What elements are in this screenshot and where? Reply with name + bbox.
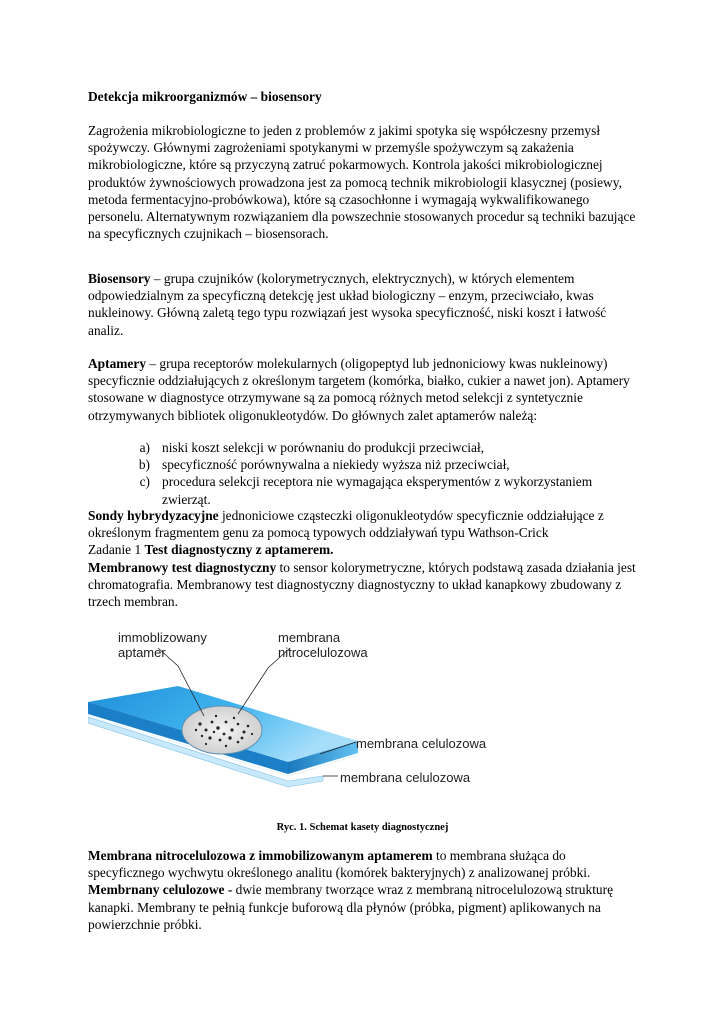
cellulose-paragraph: [88, 881, 643, 933]
aptamers-paragraph: [88, 355, 643, 424]
label-aptamer-line1: immoblizowany: [118, 630, 207, 645]
list-item-text: niski koszt selekcji w porównaniu do produkcji przeciwciał,: [162, 440, 485, 455]
list-item-text: procedura selekcji receptora nie wymagająca eksperymentów z wykorzystaniem zwierząt.: [162, 474, 593, 507]
membrane-test-definition: to sensor kolorymetryczne, których podstawą zasada działania jest chromatografia. Membranowy test diagnostyczny diagnostyczny to układ kanapkowy zbudowany z trzech membran.: [88, 559, 636, 610]
label-nitrocellulose-line2: nitrocelulozowa: [278, 645, 368, 660]
nitrocellulose-term: Membrana nitrocelulozowa z immobilizowanym aptamerem: [88, 848, 433, 863]
cellulose-definition: dwie membrany tworzące wraz z membraną nitrocelulozową strukturę kanapki. Membrany te pełnią funkcje buforową dla płynów (próbka, pigment) aplikowanych na powierzchnie próbki.: [88, 882, 614, 932]
list-item-text: specyficzność porównywalna a niekiedy wyższa niż przeciwciał,: [162, 457, 510, 473]
membrane-test-paragraph: [88, 559, 643, 611]
label-aptamer-line2: aptamer: [118, 645, 166, 660]
membranes-description: [88, 847, 643, 933]
figure-caption: Ryc. 1. Schemat kasety diagnostycznej: [276, 822, 449, 833]
label-cellulose-bottom: membrana celulozowa: [340, 770, 471, 785]
list-item: [88, 439, 643, 456]
probes-term: Sondy hybrydyzacyjne: [88, 508, 219, 523]
list-item: [88, 456, 643, 473]
nitrocellulose-membrane-circle: [182, 706, 262, 754]
list-item-label: c): [139, 474, 150, 490]
task-prefix: Zadanie 1: [88, 542, 145, 558]
probes-paragraph: [88, 507, 643, 541]
probes-and-task-block: [88, 507, 643, 610]
nitrocellulose-paragraph: [88, 847, 643, 881]
label-cellulose-top: membrana celulozowa: [356, 736, 487, 751]
list-item: [88, 473, 643, 507]
task-title: Test diagnostyczny z aptamerem.: [144, 542, 334, 558]
advantages-list: [88, 439, 643, 508]
diagnostic-cassette-figure: [88, 626, 518, 816]
probes-definition: jednoniciowe cząsteczki oligonukleotydów specyficznie oddziałujące z określonym fragmentem genu za pomocą typowych oddziaływań typu Wathson-Crick: [88, 508, 604, 541]
nitrocellulose-definition: to membrana służąca do specyficznego wychwytu określonego analitu (komórek bakteryjnych) z analizowanej próbki.: [88, 848, 591, 881]
list-item-label: a): [139, 440, 150, 455]
label-nitrocellulose-line1: membrana: [278, 630, 341, 645]
biosensors-definition: – grupa czujników (kolorymetrycznych, elektrycznych), w których elementem odpowiedzialnym za specyficzną detekcję jest układ biologiczny – enzym, przeciwciało, kwas nukleinowy. Główną zaletą tego typu rozwiązań jest wysoka specyficzność, niski koszt i łatwość analiz.: [88, 271, 607, 338]
list-item-label: b): [138, 457, 150, 473]
aptamers-term: Aptamery: [88, 356, 147, 371]
cellulose-term: Membrnany celulozowe -: [88, 882, 233, 898]
biosensors-paragraph: [88, 270, 643, 339]
aptamers-definition: – grupa receptorów molekularnych (oligopeptyd lub jednoniciowy kwas nukleinowy) specyficznie oddziałujących z określonym targetem (komórka, białko, cukier a nawet jon). Aptamery stosowane w diagnostyce otrzymywane są za pomocą różnych metod selekcji z syntetycznie otrzymywanych bibliotek oligonukleotydów. Do głównych zalet aptamerów należą:: [88, 356, 630, 423]
document-title: Detekcja mikroorganizmów – biosensory: [88, 89, 322, 104]
intro-paragraph: Zagrożenia mikrobiologiczne to jeden z problemów z jakimi spotyka się współczesny przemysł spożywczy. Głównymi zagrożeniami spotykanymi w przemyśle spożywczym są zakażenia mikrobiologiczne, które są przyczyną zatruć pokarmowych. Kontrola jakości mikrobiologicznej produktów żywnościowych prowadzona jest za pomocą technik mikrobiologii klasycznej (posiewy, metoda fermentacyjno-probówkowa), które są czasochłonne i wymagają wykwalifikowanego personelu. Alternatywnym rozwiązaniem dla powszechnie stosowanych procedur są techniki bazujące na specyficznych czujnikach – biosensorach.: [88, 123, 636, 242]
task-heading: [88, 541, 643, 558]
biosensors-term: Biosensory: [88, 271, 151, 286]
membrane-test-term: Membranowy test diagnostyczny: [88, 559, 277, 575]
